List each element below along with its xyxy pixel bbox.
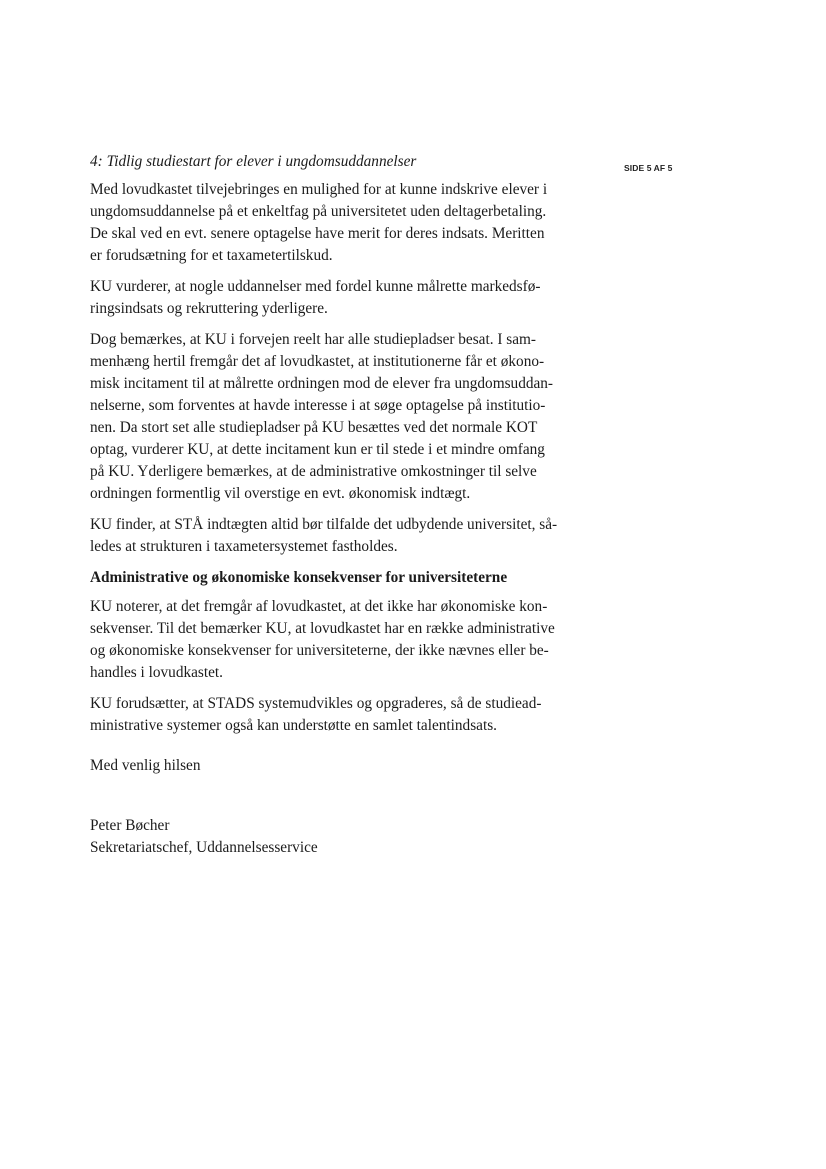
paragraph-4 [90, 514, 590, 558]
text-line: optag, vurderer KU, at dette incitament kun er til stede i et mindre omfang [90, 441, 545, 458]
text-line: ledes at strukturen i taxametersystemet fastholdes. [90, 538, 398, 555]
text-line: nen. Da stort set alle studiepladser på KU besættes ved det normale KOT [90, 419, 538, 436]
text-line: på KU. Yderligere bemærkes, at de administrative omkostninger til selve [90, 463, 537, 480]
signatory-name: Peter Bøcher [90, 817, 170, 834]
paragraph-2 [90, 276, 590, 320]
paragraph-3 [90, 329, 590, 505]
text-line: og økonomiske konsekvenser for universiteterne, der ikke nævnes eller be- [90, 642, 549, 659]
text-line: KU noterer, at det fremgår af lovudkastet, at det ikke har økonomiske kon- [90, 598, 548, 615]
text-line: er forudsætning for et taxametertilskud. [90, 247, 333, 264]
closing-salutation: Med venlig hilsen [90, 757, 201, 774]
paragraph-5 [90, 596, 590, 684]
paragraph-6 [90, 693, 590, 737]
text-line: misk incitament til at målrette ordningen mod de elever fra ungdomsuddan- [90, 375, 554, 392]
text-line: Dog bemærkes, at KU i forvejen reelt har alle studiepladser besat. I sam- [90, 331, 537, 348]
text-line: ringsindsats og rekruttering yderligere. [90, 300, 328, 317]
signatory-title: Sekretariatschef, Uddannelsesservice [90, 839, 318, 856]
subsection-heading: Administrative og økonomiske konsekvenser for universiteterne [90, 569, 508, 586]
text-line: ungdomsuddannelse på et enkeltfag på universitetet uden deltagerbetaling. [90, 203, 547, 220]
text-line: sekvenser. Til det bemærker KU, at lovudkastet har en række administrative [90, 620, 555, 637]
section-heading: 4: Tidlig studiestart for elever i ungdomsuddannelser [90, 153, 417, 170]
text-line: ordningen formentlig vil overstige en evt. økonomisk indtægt. [90, 485, 471, 502]
paragraph-1 [90, 179, 590, 267]
text-line: KU vurderer, at nogle uddannelser med fordel kunne målrette markedsfø- [90, 278, 541, 295]
text-line: De skal ved en evt. senere optagelse have merit for deres indsats. Meritten [90, 225, 545, 242]
text-line: KU finder, at STÅ indtægten altid bør tilfalde det udbydende universitet, så- [90, 516, 558, 533]
text-line: Med lovudkastet tilvejebringes en mulighed for at kunne indskrive elever i [90, 181, 548, 198]
text-line: KU forudsætter, at STADS systemudvikles og opgraderes, så de studiead- [90, 695, 542, 712]
text-line: nelserne, som forventes at havde interesse i at søge optagelse på institutio- [90, 397, 546, 414]
text-line: handles i lovudkastet. [90, 664, 223, 681]
letter-body [90, 151, 590, 746]
text-line: menhæng hertil fremgår det af lovudkastet, at institutionerne får et økono- [90, 353, 545, 370]
signature-block [90, 815, 318, 859]
page-number-marker: SIDE 5 AF 5 [624, 163, 673, 173]
text-line: ministrative systemer også kan understøtte en samlet talentindsats. [90, 717, 497, 734]
